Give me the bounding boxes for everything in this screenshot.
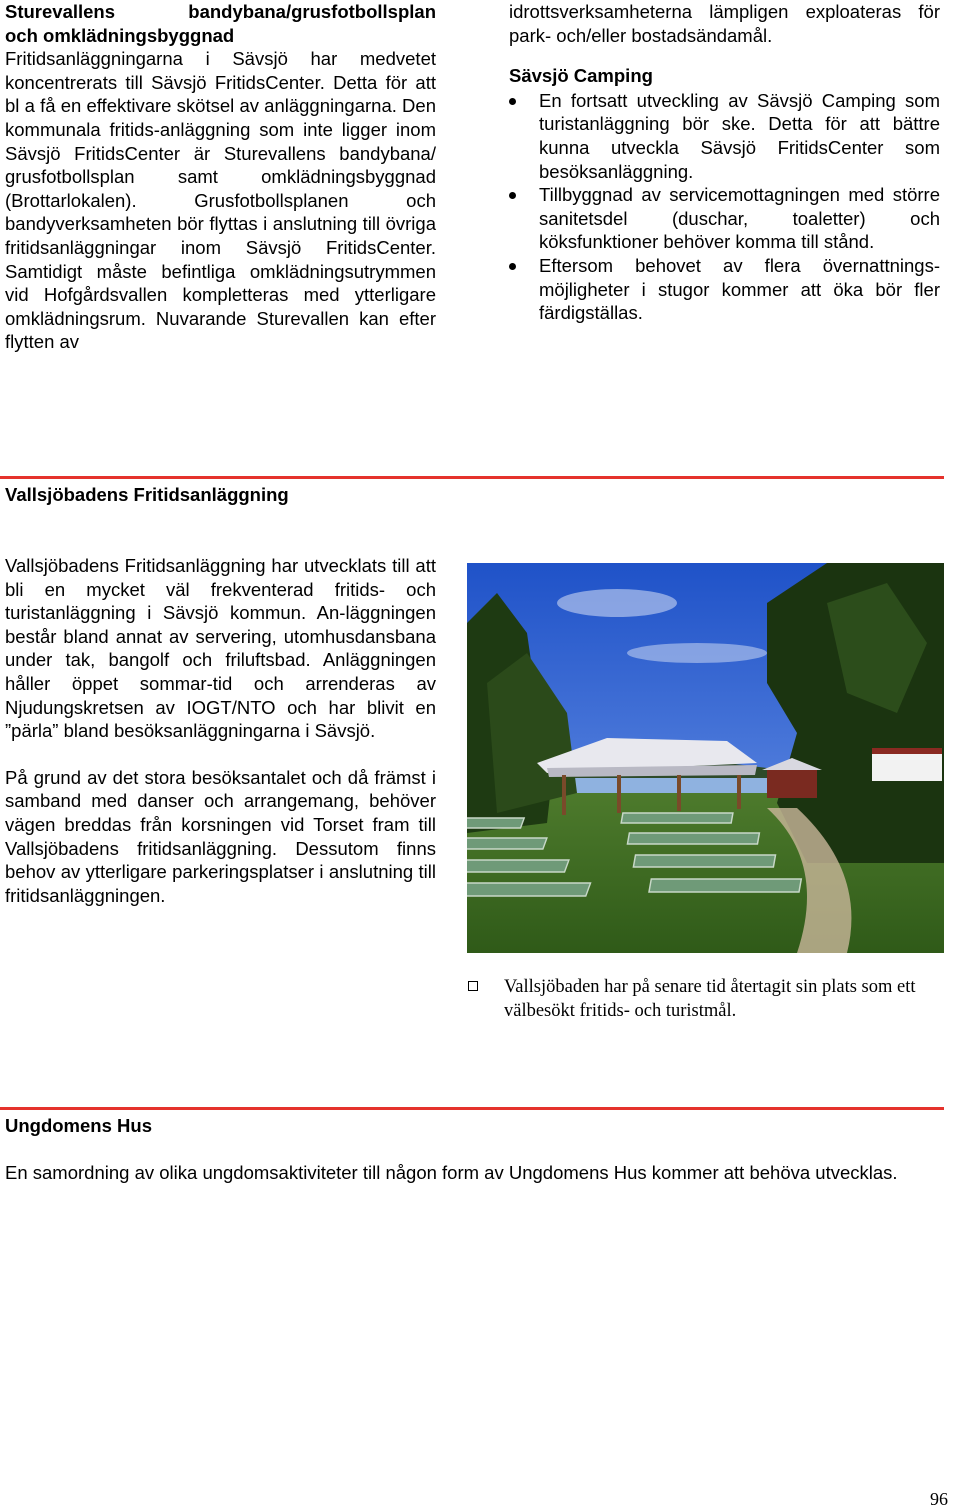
ungdomens-hus-heading: Ungdomens Hus xyxy=(5,1115,152,1136)
section-title-line2: och omklädningsbyggnad xyxy=(5,24,235,46)
section-divider xyxy=(0,1107,944,1110)
vallsjobaden-heading: Vallsjöbadens Fritidsanläggning xyxy=(5,484,289,505)
sturevallen-body: Fritidsanläggningarna i Sävsjö har medvetet koncentrerats till Sävsjö FritidsCenter. Detta för att bl a få en effektivare skötsel av anläggningarna. Den kommunala fritids-anläggning som inte ligger inom Sävsjö FritidsCenter är Sturevallens bandybana/ grusfotbollsplan samt omklädningsbyggnad (Brottarlokalen). Grusfotbollsplanen och bandyverksamheten bör flyttas i anslutning till övriga fritidsanläggningar inom Sävsjö FritidsCenter. Samtidigt måste befintliga omklädningsutrymmen vid Hofgårdsvallen kompletteras med ytterligare omklädningsrum. Nuvarande Sturevallen kan efter flytten av xyxy=(5,48,436,353)
right-column xyxy=(509,0,940,325)
section-divider xyxy=(0,476,944,479)
continuation-text: idrottsverksamheterna lämpligen exploateras för park- och/eller bostadsändamål. xyxy=(509,1,940,46)
photo-caption xyxy=(466,975,960,1023)
ungdomens-hus-body: En samordning av olika ungdomsaktiviteter till någon form av Ungdomens Hus kommer att behöva utvecklas. xyxy=(5,1162,898,1183)
bullet-item xyxy=(509,183,940,254)
camping-bullet-list xyxy=(509,89,940,325)
bullet-text: En fortsatt utveckling av Sävsjö Camping som turistanläggning bör ske. Detta för att bättre kunna utveckla Sävsjö FritidsCenter som besöksanläggning. xyxy=(539,89,940,182)
bullet-item xyxy=(509,89,940,183)
bullet-icon xyxy=(509,263,516,270)
bullet-icon xyxy=(509,192,516,199)
vallsjobaden-text xyxy=(5,554,436,907)
vallsjobaden-photo xyxy=(467,563,944,953)
section-title-line1: Sturevallens bandybana/grusfotbollsplan xyxy=(5,1,436,22)
left-column xyxy=(5,0,436,354)
checkbox-bullet-icon xyxy=(468,981,478,991)
bullet-text: Eftersom behovet av flera övernattnings-möjligheter i stugor kommer att öka bör fler färdigställas. xyxy=(539,254,940,324)
bullet-text: Tillbyggnad av servicemottagningen med större sanitetsdel (duschar, toaletter) och köksfunktioner behöver komma till stånd. xyxy=(539,184,940,253)
page-number: 96 xyxy=(930,1489,948,1509)
caption-text: Vallsjöbaden har på senare tid återtagit sin plats som ett välbesökt fritids- och turistmål. xyxy=(504,977,916,1021)
camping-heading: Sävsjö Camping xyxy=(509,65,653,87)
vallsjobaden-para1: Vallsjöbadens Fritidsanläggning har utvecklats till att bli en mycket väl frekventerad fritids- och turistanläggning i Sävsjö kommun. An-läggningen består bland annat av servering, utomhusdansbana under tak, bangolf och friluftsbad. Anläggningen håller öppet sommar-tid och arrenderas av Njudungskretsen av IOGT/NTO och har blivit en ”pärla” bland besöksanläggningarna i Sävsjö. xyxy=(5,555,436,742)
bullet-icon xyxy=(509,98,516,105)
bullet-item xyxy=(509,254,940,325)
vallsjobaden-para2: På grund av det stora besöksantalet och då främst i samband med danser och arrangemang, behöver vägen breddas från korsningen vid Torset fram till Vallsjöbadens fritidsanläggning. Dessutom finns behov av ytterligare parkeringsplatser i anslutning till fritidsanläggningen. xyxy=(5,766,436,906)
